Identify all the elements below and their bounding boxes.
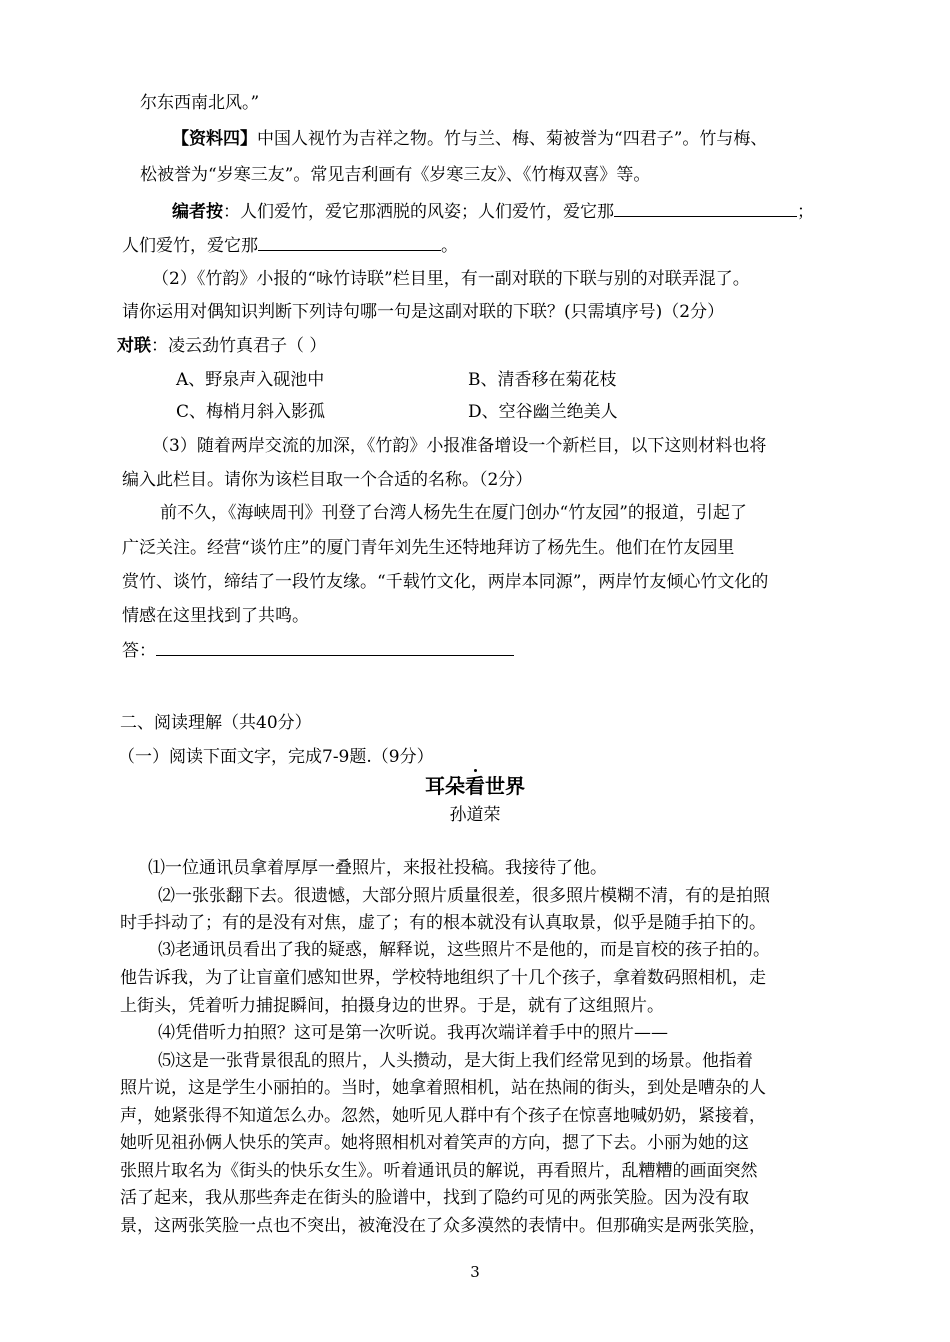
option-a: A、野泉声入砚池中 bbox=[176, 370, 325, 390]
text-line: 松被誉为“岁寒三友”。常见吉利画有《岁寒三友》、《竹梅双喜》等。 bbox=[140, 165, 651, 185]
article-line: ⑵一张张翻下去。很遗憾，大部分照片质量很差，很多照片模糊不清，有的是拍照 bbox=[158, 886, 770, 906]
question-3: （3）随着两岸交流的加深，《竹韵》小报准备增设一个新栏目，以下这则材料也将 bbox=[152, 436, 767, 456]
article-line: ⑶老通讯员看出了我的疑惑，解释说，这些照片不是他的，而是盲校的孩子拍的。 bbox=[158, 940, 770, 960]
article-line: ⑷凭借听力拍照？这可是第一次听说。我再次端详着手中的照片—— bbox=[158, 1023, 668, 1043]
answer-line bbox=[122, 639, 514, 662]
couplet bbox=[117, 335, 326, 357]
material-paragraph: 前不久，《海峡周刊》刊登了台湾人杨先生在厦门创办“竹友园”的报道，引起了 bbox=[160, 503, 747, 523]
answer-blank[interactable] bbox=[156, 639, 514, 656]
answer-blank[interactable] bbox=[614, 200, 797, 217]
editor-note-end: 。 bbox=[441, 236, 458, 256]
article-line: 照片说，这是学生小丽拍的。当时，她拿着照相机，站在热闹的街头，到处是嘈杂的人 bbox=[120, 1078, 766, 1098]
material-four-label: 【资料四】 bbox=[172, 129, 257, 149]
page-number: 3 bbox=[470, 1263, 480, 1281]
material-paragraph: 广泛关注。经营“谈竹庄”的厦门青年刘先生还特地拜访了杨先生。他们在竹友园里 bbox=[122, 538, 735, 558]
question-2-cont: 请你运用对偶知识判断下列诗句哪一句是这副对联的下联？(只需填序号)（2分） bbox=[122, 302, 725, 322]
article-line: 张照片取名为《街头的快乐女生》。听着通讯员的解说，再看照片，乱糟糟的画面突然 bbox=[120, 1161, 758, 1181]
article-title bbox=[0, 770, 950, 799]
article-line: 她听见祖孙俩人快乐的笑声。她将照相机对着笑声的方向，摁了下去。小丽为她的这 bbox=[120, 1133, 749, 1153]
section-heading: 二、阅读理解（共40分） bbox=[120, 713, 312, 733]
article-title-emphasis: 看 bbox=[465, 774, 485, 798]
answer-label: 答： bbox=[122, 641, 156, 661]
article-line: 声，她紧张得不知道怎么办。忽然，她听见人群中有个孩子在惊喜地喊奶奶，紧接着， bbox=[120, 1106, 766, 1126]
article-line: 他告诉我，为了让盲童们感知世界，学校特地组织了十几个孩子，拿着数码照相机，走 bbox=[120, 968, 766, 988]
couplet-label: 对联 bbox=[117, 336, 151, 356]
article-line: ⑸这是一张背景很乱的照片，人头攒动，是大街上我们经常见到的场景。他指着 bbox=[158, 1051, 753, 1071]
material-paragraph: 赏竹、谈竹，缔结了一段竹友缘。“千载竹文化，两岸本同源”，两岸竹友倾心竹文化的 bbox=[122, 572, 769, 592]
article-line: 上街头，凭着听力捕捉瞬间，拍摄身边的世界。于是，就有了这组照片。 bbox=[120, 996, 664, 1016]
article-author: 孙道荣 bbox=[449, 805, 501, 825]
article-title-part: 耳朵 bbox=[425, 774, 465, 798]
answer-blank[interactable] bbox=[258, 234, 441, 251]
question-3-cont: 编入此栏目。请你为该栏目取一个合适的名称。（2分） bbox=[122, 470, 533, 490]
subsection-heading: （一）阅读下面文字，完成7-9题.（9分） bbox=[118, 747, 434, 767]
article-line: ⑴一位通讯员拿着厚厚一叠照片，来报社投稿。我接待了他。 bbox=[148, 858, 607, 878]
article-line: 活了起来，我从那些奔走在街头的脸谱中，找到了隐约可见的两张笑脸。因为没有取 bbox=[120, 1188, 749, 1208]
option-b: B、清香移在菊花枝 bbox=[468, 370, 617, 390]
article-title-part: 世界 bbox=[485, 774, 525, 798]
text-line: 尔东西南北风。” bbox=[140, 93, 260, 113]
material-four-text: 中国人视竹为吉祥之物。竹与兰、梅、菊被誉为“四君子”。竹与梅、 bbox=[257, 129, 768, 149]
editor-note-text: ：人们爱竹，爱它那洒脱的风姿；人们爱竹，爱它那 bbox=[223, 202, 614, 222]
material-paragraph: 情感在这里找到了共鸣。 bbox=[122, 606, 309, 626]
couplet-text: ：凌云劲竹真君子（ ） bbox=[151, 336, 327, 356]
question-2: （2）《竹韵》小报的“咏竹诗联”栏目里，有一副对联的下联与别的对联弄混了。 bbox=[152, 269, 750, 289]
editor-note bbox=[172, 200, 814, 223]
article-line: 时手抖动了；有的是没有对焦，虚了；有的根本就没有认真取景，似乎是随手拍下的。 bbox=[120, 913, 766, 933]
option-d: D、空谷幽兰绝美人 bbox=[468, 402, 618, 422]
editor-note-text: 人们爱竹，爱它那 bbox=[122, 236, 258, 256]
material-four bbox=[172, 128, 767, 150]
article-line: 景，这两张笑脸一点也不突出，被淹没在了众多漠然的表情中。但那确实是两张笑脸， bbox=[120, 1216, 766, 1236]
editor-note-label: 编者按 bbox=[172, 202, 223, 222]
option-c: C、梅梢月斜入影孤 bbox=[176, 402, 326, 422]
editor-note-cont bbox=[122, 234, 458, 257]
editor-note-semicolon: ； bbox=[797, 202, 814, 222]
